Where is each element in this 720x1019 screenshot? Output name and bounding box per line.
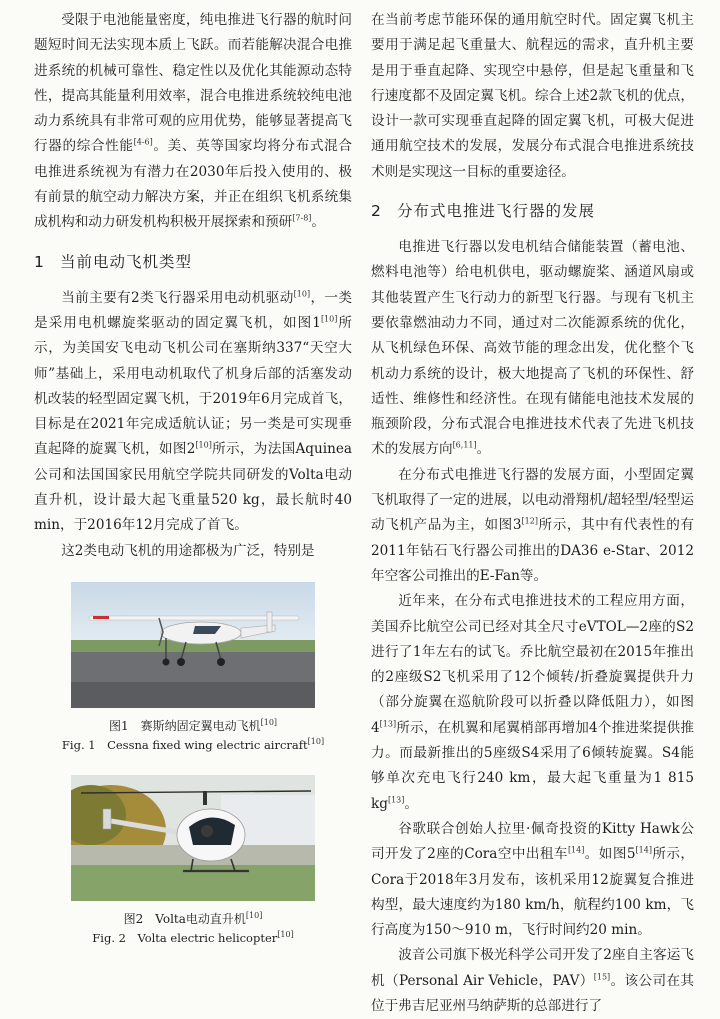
cessna-electric-aircraft-photo: [71, 582, 315, 708]
citation: [4-6]: [133, 137, 153, 147]
section-2-paragraph-3: 近年来，在分布式电推进技术的工程应用方面，美国乔比航空公司已经对其全尺寸eVTOL—2座的S2进行了1年左右的试飞。乔比航空最初在2015年推出的2座级S2飞机采用了12个倾转/折叠旋翼提供升力（部分旋翼在巡航阶段可以折叠以降低阻力），如图4[13]所示，在机翼和尾翼梢部再增加4个推进桨提供推力。而最新推出的5座级S4采用了6倾转旋翼。S4能够单次充电飞行240 km，最大起飞重量为1 815 kg[13]。: [371, 593, 694, 812]
section-2-paragraph-1: 电推进飞行器以发电机结合储能装置（蓄电池、燃料电池等）给电机供电，驱动螺旋桨、涵道风扇或其他装置产生飞行动力的新型飞行器。与现有飞机主要依靠燃油动力不同，通过对二次能源系统的优化，从飞机绿色环保、高效节能的理念出发，优化整个飞机动力系统的设计，极大地提高了飞机的环保性、舒适性、维修性和经济性。在现有储能电池技术发展的瓶颈阶段，分布式混合电推进技术代表了先进飞机技术的发展方向[6,11]。: [371, 239, 694, 458]
section-2-heading: 2 分布式电推进飞行器的发展: [371, 202, 596, 221]
volta-helicopter-photo: [71, 775, 315, 901]
continued-paragraph: 在当前考虑节能环保的通用航空时代。固定翼飞机主要用于满足起飞重量大、航程远的需求，直升机主要是用于垂直起降、实现空中悬停，但是起飞重量和飞行速度都不及固定翼飞机。综合上述2款飞机的优点，设计一款可实现垂直起降的固定翼飞机，可极大促进通用航空技术的发展，发展分布式混合电推进系统技术则是实现这一目标的重要途径。: [371, 12, 694, 180]
intro-paragraph: 受限于电池能量密度，纯电推进飞行器的航时问题短时间无法实现本质上飞跃。而若能解决混合电推进系统的机械可靠性、稳定性以及优化其能源动态特性，提高其能量利用效率，混合电推进系统较纯电池动力系统具有非常可观的应用优势，能够显著提高飞行器的综合性能[4-6]。美、英等国家均将分布式混合电推进系统视为有潜力在2030年后投入使用的、极有前景的航空动力解决方案，并正在组织飞机系统集成机构和动力研发机构积极开展探索和预研[7-8]。: [34, 12, 352, 231]
figure-1-caption-en: Fig. 1 Cessna fixed wing electric aircraft[10]: [61, 737, 325, 752]
helicopter-image: [71, 775, 315, 901]
figure-1-caption-cn: 图1 赛斯纳固定翼电动飞机[10]: [108, 717, 278, 733]
section-2-paragraph-4: 谷歌联合创始人拉里·佩奇投资的Kitty Hawk公司开发了2座的Cora空中出租车[14]。如图5[14]所示，Cora于2018年3月发布，该机采用12旋翼复合推进构型，最大速度约为180 km/h，航程约100 km，飞行高度为150～910 m，飞行时间约20 min。: [371, 820, 695, 939]
section-1-heading: 1 当前电动飞机类型: [34, 252, 193, 271]
citation: [7-8]: [292, 213, 312, 223]
section-1-paragraph-1: 当前主要有2类飞行器采用电动机驱动[10]，一类是采用电机螺旋桨驱动的固定翼飞机，如图1[10]所示，为美国安飞电动飞机公司在塞斯纳337“天空大师”基础上，采用电动机取代了机身后部的活塞发动机改装的轻型固定翼飞机，于2019年6月完成首飞，目标是在2021年完成适航认证；另一类是可实现垂直起降的旋翼飞机，如图2[10]所示，为法国Aquinea公司和法国国家民用航空学院共同研发的Volta电动直升机，设计最大起飞重量520 kg，最长航时40 min，于2016年12月完成了首飞。: [34, 289, 353, 534]
aircraft-image: [71, 582, 315, 708]
figure-2-caption-en: Fig. 2 Volta electric helicopter[10]: [92, 930, 294, 945]
figure-2-caption-cn: 图2 Volta电动直升机[10]: [123, 910, 263, 926]
right-column: [371, 8, 694, 1019]
section-2-paragraph-5: 波音公司旗下极光科学公司开发了2座自主客运飞机（Personal Air Vehicle，PAV）[15]。该公司在其位于弗吉尼亚州马纳萨斯的总部进行了: [371, 947, 695, 1014]
section-1-paragraph-2: 这2类电动飞机的用途都极为广泛，特别是: [61, 542, 315, 559]
figure-2: [34, 775, 352, 946]
section-2-paragraph-2: 在分布式电推进飞行器的发展方面，小型固定翼飞机取得了一定的进展，以电动滑翔机/超轻型/轻型运动飞机产品为主，如图3[12]所示，其中有代表性的有2011年钻石飞行器公司推出的DA36 e-Star、2012年空客公司推出的E-Fan等。: [371, 466, 694, 584]
left-column: [34, 8, 352, 946]
figure-1: [34, 582, 352, 753]
